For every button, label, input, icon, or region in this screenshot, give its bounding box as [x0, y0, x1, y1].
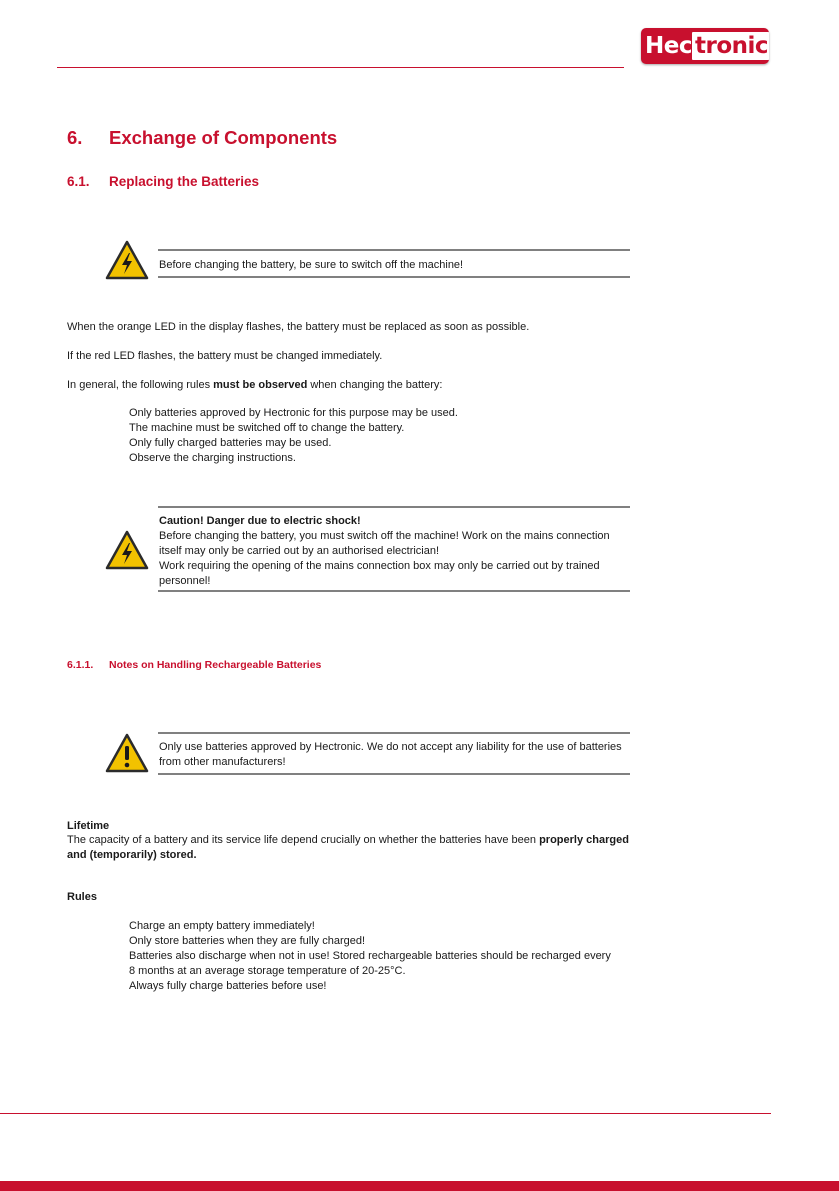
- notice-text: [159, 740, 629, 770]
- paragraph-rules-intro: [67, 379, 442, 391]
- warning2-line: Work requiring the opening of the mains connection box may only be carried out by trained: [159, 560, 600, 572]
- warning2-line: itself may only be carried out by an authorised electrician!: [159, 545, 440, 557]
- notice-line: from other manufacturers!: [159, 756, 286, 768]
- subsection-title: Replacing the Batteries: [109, 174, 260, 189]
- warning2-line: Before changing the battery, you must switch off the machine! Work on the mains connection: [159, 530, 610, 542]
- battery-rules-list: [129, 406, 458, 466]
- notice-bottom-rule: [158, 773, 630, 775]
- hectronic-logo: [641, 28, 769, 64]
- rules-intro-suffix: when changing the battery:: [307, 379, 443, 391]
- logo-box: [692, 32, 769, 60]
- section-heading: [67, 127, 337, 149]
- paragraph-red-led: If the red LED flashes, the battery must be changed immediately.: [67, 350, 383, 362]
- subsection-heading: [67, 174, 259, 189]
- notice-top-rule: [158, 732, 630, 734]
- lifetime-heading: Lifetime: [67, 820, 110, 832]
- list-item: Batteries also discharge when not in use! Stored rechargeable batteries should be recharged every: [129, 950, 611, 962]
- high-voltage-warning-icon: [105, 240, 149, 280]
- subsubsection-title: Notes on Handling Rechargeable Batteries: [109, 659, 322, 671]
- list-item: Only fully charged batteries may be used.: [129, 437, 332, 449]
- subsubsection-number: 6.1.1.: [67, 659, 94, 671]
- list-item: Only batteries approved by Hectronic for this purpose may be used.: [129, 407, 458, 419]
- list-item: Charge an empty battery immediately!: [129, 920, 315, 932]
- list-item: The machine must be switched off to change the battery.: [129, 422, 405, 434]
- electric-shock-warning-icon: [105, 530, 149, 570]
- lifetime-text: The capacity of a battery and its service life depend crucially on whether the batteries have been: [67, 834, 540, 846]
- warning2-line: personnel!: [159, 575, 211, 587]
- warning1-text: Before changing the battery, be sure to switch off the machine!: [159, 259, 464, 271]
- subsubsection-heading: [67, 659, 321, 671]
- logo-part-tronic: tronic: [694, 33, 769, 59]
- footer-divider: [0, 1113, 771, 1114]
- rules-intro-bold: must be observed: [213, 379, 308, 391]
- paragraph-orange-led: When the orange LED in the display flashes, the battery must be replaced as soon as possible.: [67, 321, 530, 333]
- footer-bar: [0, 1181, 839, 1191]
- section-number: 6.: [67, 127, 83, 148]
- rules-heading: Rules: [67, 891, 97, 903]
- warning1-bottom-rule: [158, 276, 630, 278]
- list-item: Always fully charge batteries before use!: [129, 980, 327, 992]
- warning1-top-rule: [158, 249, 630, 251]
- warning2-text: [159, 514, 629, 589]
- logo-part-hec: Hec: [645, 33, 692, 59]
- notice-line: Only use batteries approved by Hectronic. We do not accept any liability for the use of batteries: [159, 741, 622, 753]
- warning2-bottom-rule: [158, 590, 630, 592]
- rules-intro-prefix: In general, the following rules: [67, 379, 214, 391]
- warning2-title: Caution! Danger due to electric shock!: [159, 515, 361, 527]
- exclamation-warning-icon: [105, 733, 149, 773]
- section-title: Exchange of Components: [109, 127, 338, 148]
- charging-rules-list: [129, 919, 611, 994]
- list-item: 8 months at an average storage temperature of 20-25°C.: [129, 965, 406, 977]
- lifetime-bold2: and (temporarily) stored.: [67, 849, 197, 861]
- lifetime-bold1: properly charged: [539, 834, 629, 846]
- warning2-top-rule: [158, 506, 630, 508]
- lifetime-text-line1: [67, 834, 629, 846]
- subsection-number: 6.1.: [67, 174, 90, 189]
- header-divider: [57, 67, 624, 68]
- list-item: Only store batteries when they are fully charged!: [129, 935, 366, 947]
- list-item: Observe the charging instructions.: [129, 452, 296, 464]
